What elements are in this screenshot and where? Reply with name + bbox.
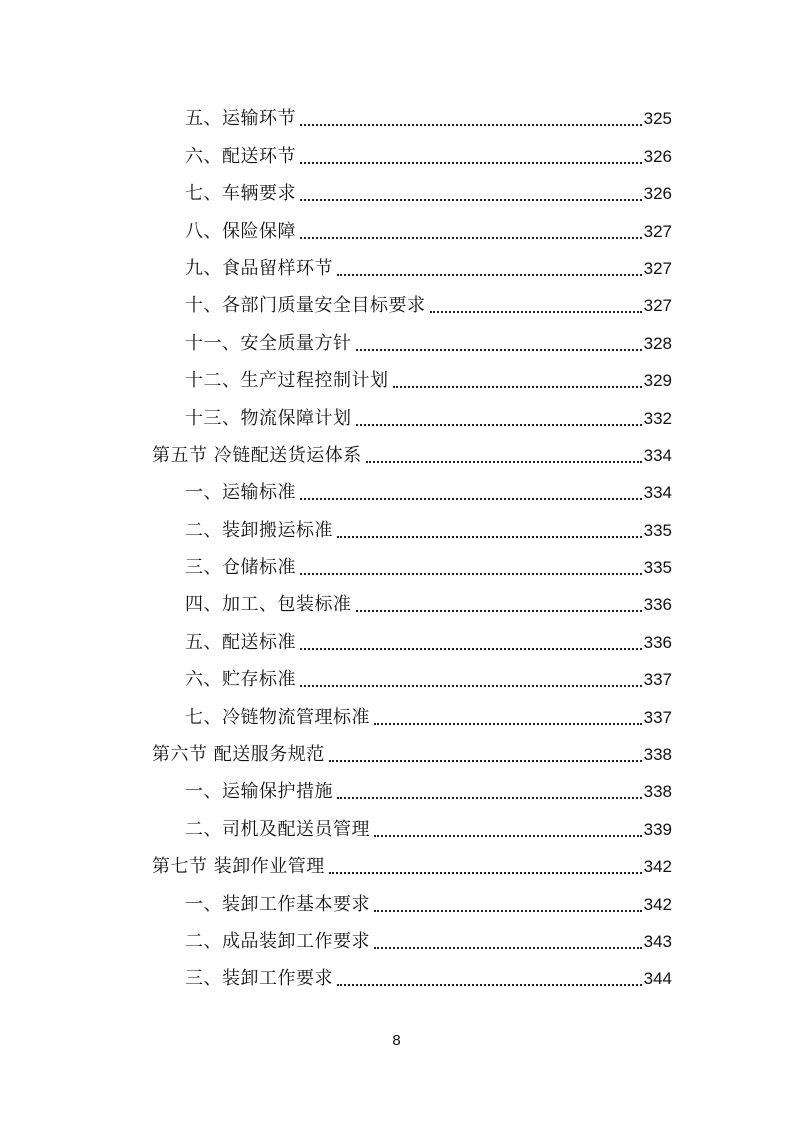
- toc-subsection-entry[interactable]: [0, 699, 793, 736]
- toc-entry-title: 七、冷链物流管理标准: [185, 706, 370, 728]
- toc-entry-page-number: 338: [643, 745, 672, 765]
- toc-entry-page-number: 343: [643, 931, 672, 951]
- toc-subsection-entry[interactable]: [0, 587, 793, 624]
- toc-dot-leader: [356, 610, 642, 612]
- toc-dot-leader: [393, 386, 642, 388]
- toc-entry-title: 五、配送标准: [185, 631, 296, 653]
- toc-entry-title: 第六节 配送服务规范: [152, 744, 325, 766]
- toc-entry-title: 二、成品装卸工作要求: [185, 930, 370, 952]
- toc-entry-title: 一、装卸工作基本要求: [185, 893, 370, 915]
- toc-dot-leader: [374, 723, 642, 725]
- toc-entry-page-number: 335: [643, 520, 672, 540]
- toc-section-entry[interactable]: [0, 737, 793, 774]
- toc-dot-leader: [356, 349, 642, 351]
- toc-dot-leader: [300, 498, 642, 500]
- toc-dot-leader: [300, 199, 642, 201]
- toc-entry-page-number: 344: [643, 969, 672, 989]
- toc-section-entry[interactable]: [0, 438, 793, 475]
- toc-subsection-entry[interactable]: [0, 138, 793, 175]
- toc-subsection-entry[interactable]: [0, 811, 793, 848]
- toc-entry-page-number: 338: [643, 782, 672, 802]
- toc-entry-title: 三、仓储标准: [185, 557, 296, 579]
- toc-subsection-entry[interactable]: [0, 512, 793, 549]
- toc-entry-page-number: 326: [643, 146, 672, 166]
- toc-entry-title: 第五节 冷链配送货运体系: [152, 444, 362, 466]
- toc-dot-leader: [374, 947, 642, 949]
- toc-subsection-entry[interactable]: [0, 400, 793, 437]
- toc-entry-title: 第七节 装卸作业管理: [152, 856, 325, 878]
- toc-entry-page-number: 329: [643, 371, 672, 391]
- toc-subsection-entry[interactable]: [0, 550, 793, 587]
- page-number: 8: [392, 1032, 401, 1049]
- toc-entry-page-number: 328: [643, 333, 672, 353]
- toc-entry-title: 八、保险保障: [185, 220, 296, 242]
- toc-entry-title: 三、装卸工作要求: [185, 968, 333, 990]
- toc-dot-leader: [329, 760, 642, 762]
- toc-entry-title: 九、食品留样环节: [185, 257, 333, 279]
- toc-subsection-entry[interactable]: [0, 251, 793, 288]
- toc-entry-page-number: 335: [643, 558, 672, 578]
- toc-entry-page-number: 327: [643, 296, 672, 316]
- toc-dot-leader: [300, 162, 642, 164]
- toc-dot-leader: [337, 984, 642, 986]
- toc-dot-leader: [374, 835, 642, 837]
- toc-subsection-entry[interactable]: [0, 662, 793, 699]
- toc-section-entry[interactable]: [0, 849, 793, 886]
- toc-dot-leader: [337, 797, 642, 799]
- toc-entry-page-number: 337: [643, 707, 672, 727]
- table-of-contents: [0, 101, 793, 998]
- toc-entry-page-number: 342: [643, 894, 672, 914]
- toc-entry-title: 一、运输标准: [185, 482, 296, 504]
- toc-dot-leader: [300, 573, 642, 575]
- toc-entry-title: 六、贮存标准: [185, 669, 296, 691]
- toc-entry-page-number: 336: [643, 595, 672, 615]
- toc-dot-leader: [356, 424, 642, 426]
- toc-entry-page-number: 342: [643, 857, 672, 877]
- toc-entry-page-number: 336: [643, 632, 672, 652]
- toc-entry-page-number: 326: [643, 184, 672, 204]
- toc-dot-leader: [430, 311, 642, 313]
- toc-dot-leader: [300, 685, 642, 687]
- toc-entry-page-number: 334: [643, 445, 672, 465]
- toc-entry-page-number: 334: [643, 483, 672, 503]
- toc-dot-leader: [300, 124, 642, 126]
- toc-entry-title: 二、司机及配送员管理: [185, 818, 370, 840]
- toc-subsection-entry[interactable]: [0, 624, 793, 661]
- toc-entry-title: 六、配送环节: [185, 145, 296, 167]
- toc-entry-page-number: 332: [643, 408, 672, 428]
- toc-entry-title: 二、装卸搬运标准: [185, 519, 333, 541]
- toc-dot-leader: [337, 536, 642, 538]
- toc-subsection-entry[interactable]: [0, 213, 793, 250]
- toc-entry-title: 十一、安全质量方针: [185, 332, 352, 354]
- toc-dot-leader: [329, 872, 642, 874]
- toc-entry-title: 一、运输保护措施: [185, 781, 333, 803]
- toc-dot-leader: [300, 237, 642, 239]
- toc-entry-title: 十、各部门质量安全目标要求: [185, 295, 426, 317]
- toc-entry-page-number: 339: [643, 819, 672, 839]
- toc-subsection-entry[interactable]: [0, 924, 793, 961]
- toc-entry-title: 七、车辆要求: [185, 183, 296, 205]
- toc-subsection-entry[interactable]: [0, 475, 793, 512]
- toc-entry-title: 十二、生产过程控制计划: [185, 370, 389, 392]
- toc-entry-title: 十三、物流保障计划: [185, 407, 352, 429]
- toc-subsection-entry[interactable]: [0, 101, 793, 138]
- toc-entry-title: 四、加工、包装标准: [185, 594, 352, 616]
- toc-subsection-entry[interactable]: [0, 774, 793, 811]
- toc-entry-page-number: 325: [643, 109, 672, 129]
- toc-entry-page-number: 337: [643, 670, 672, 690]
- toc-entry-page-number: 327: [643, 221, 672, 241]
- toc-dot-leader: [374, 910, 642, 912]
- toc-entry-page-number: 327: [643, 258, 672, 278]
- toc-subsection-entry[interactable]: [0, 176, 793, 213]
- toc-dot-leader: [366, 461, 642, 463]
- toc-subsection-entry[interactable]: [0, 325, 793, 362]
- toc-entry-title: 五、运输环节: [185, 108, 296, 130]
- toc-dot-leader: [337, 274, 642, 276]
- toc-subsection-entry[interactable]: [0, 886, 793, 923]
- toc-dot-leader: [300, 648, 642, 650]
- toc-subsection-entry[interactable]: [0, 363, 793, 400]
- toc-subsection-entry[interactable]: [0, 961, 793, 998]
- toc-subsection-entry[interactable]: [0, 288, 793, 325]
